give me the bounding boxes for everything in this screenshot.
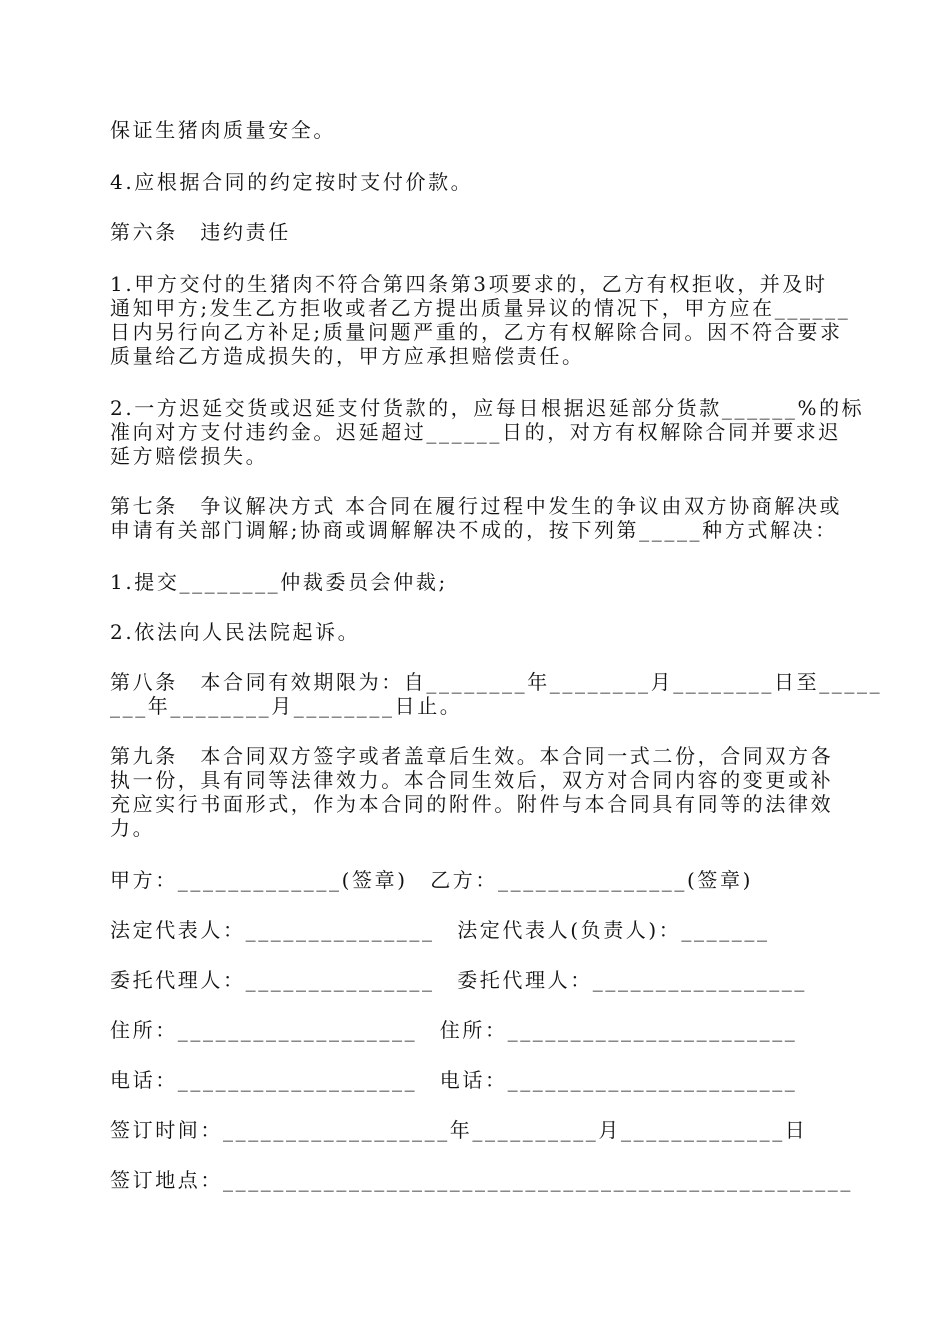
text-line: 力。 — [110, 816, 156, 840]
section-heading: 第八条 本合同有效期限为：自________年________月________日至_____ — [110, 670, 883, 694]
text-line: 保证生猪肉质量安全。 — [110, 118, 336, 142]
text-line: 2.依法向人民法院起诉。 — [110, 620, 361, 644]
signature-row: 委托代理人：_______________ 委托代理人：_________________ — [110, 968, 807, 992]
section-heading: 第六条 违约责任 — [110, 220, 291, 244]
text-line: 充应实行书面形式，作为本合同的附件。附件与本合同具有同等的法律效 — [110, 792, 834, 816]
text-line: 2.一方迟延交货或迟延支付货款的，应每日根据迟延部分货款______%的标 — [110, 396, 865, 420]
text-line: 1.提交________仲裁委员会仲裁; — [110, 570, 448, 594]
signature-row: 电话：___________________ 电话：_______________________ — [110, 1068, 798, 1092]
text-line: 1.甲方交付的生猪肉不符合第四条第3项要求的，乙方有权拒收，并及时 — [110, 272, 828, 296]
signature-row: 甲方：_____________(签章) 乙方：_______________(签章) — [110, 868, 754, 892]
signature-row: 法定代表人：_______________ 法定代表人(负责人)：_______ — [110, 918, 770, 942]
text-line: 质量给乙方造成损失的，甲方应承担赔偿责任。 — [110, 344, 585, 368]
text-line: 申请有关部门调解;协商或调解解决不成的，按下列第_____种方式解决： — [110, 518, 838, 542]
signature-row: 签订时间：__________________年__________月_____________日 — [110, 1118, 808, 1142]
text-line: 4.应根据合同的约定按时支付价款。 — [110, 170, 474, 194]
text-line: 日内另行向乙方补足;质量问题严重的，乙方有权解除合同。因不符合要求 — [110, 320, 843, 344]
text-line: 准向对方支付违约金。迟延超过______日的，对方有权解除合同并要求迟 — [110, 420, 841, 444]
text-line: 执一份，具有同等法律效力。本合同生效后，双方对合同内容的变更或补 — [110, 768, 834, 792]
text-line: 延方赔偿损失。 — [110, 444, 269, 468]
text-line: ___年________月________日止。 — [110, 694, 463, 718]
signature-row: 住所：___________________ 住所：_______________________ — [110, 1018, 798, 1042]
section-heading: 第九条 本合同双方签字或者盖章后生效。本合同一式二份，合同双方各 — [110, 744, 834, 768]
section-heading: 第七条 争议解决方式 本合同在履行过程中发生的争议由双方协商解决或 — [110, 494, 843, 518]
text-line: 通知甲方;发生乙方拒收或者乙方提出质量异议的情况下，甲方应在______ — [110, 296, 851, 320]
signature-row: 签订地点：__________________________________________________ — [110, 1168, 853, 1192]
